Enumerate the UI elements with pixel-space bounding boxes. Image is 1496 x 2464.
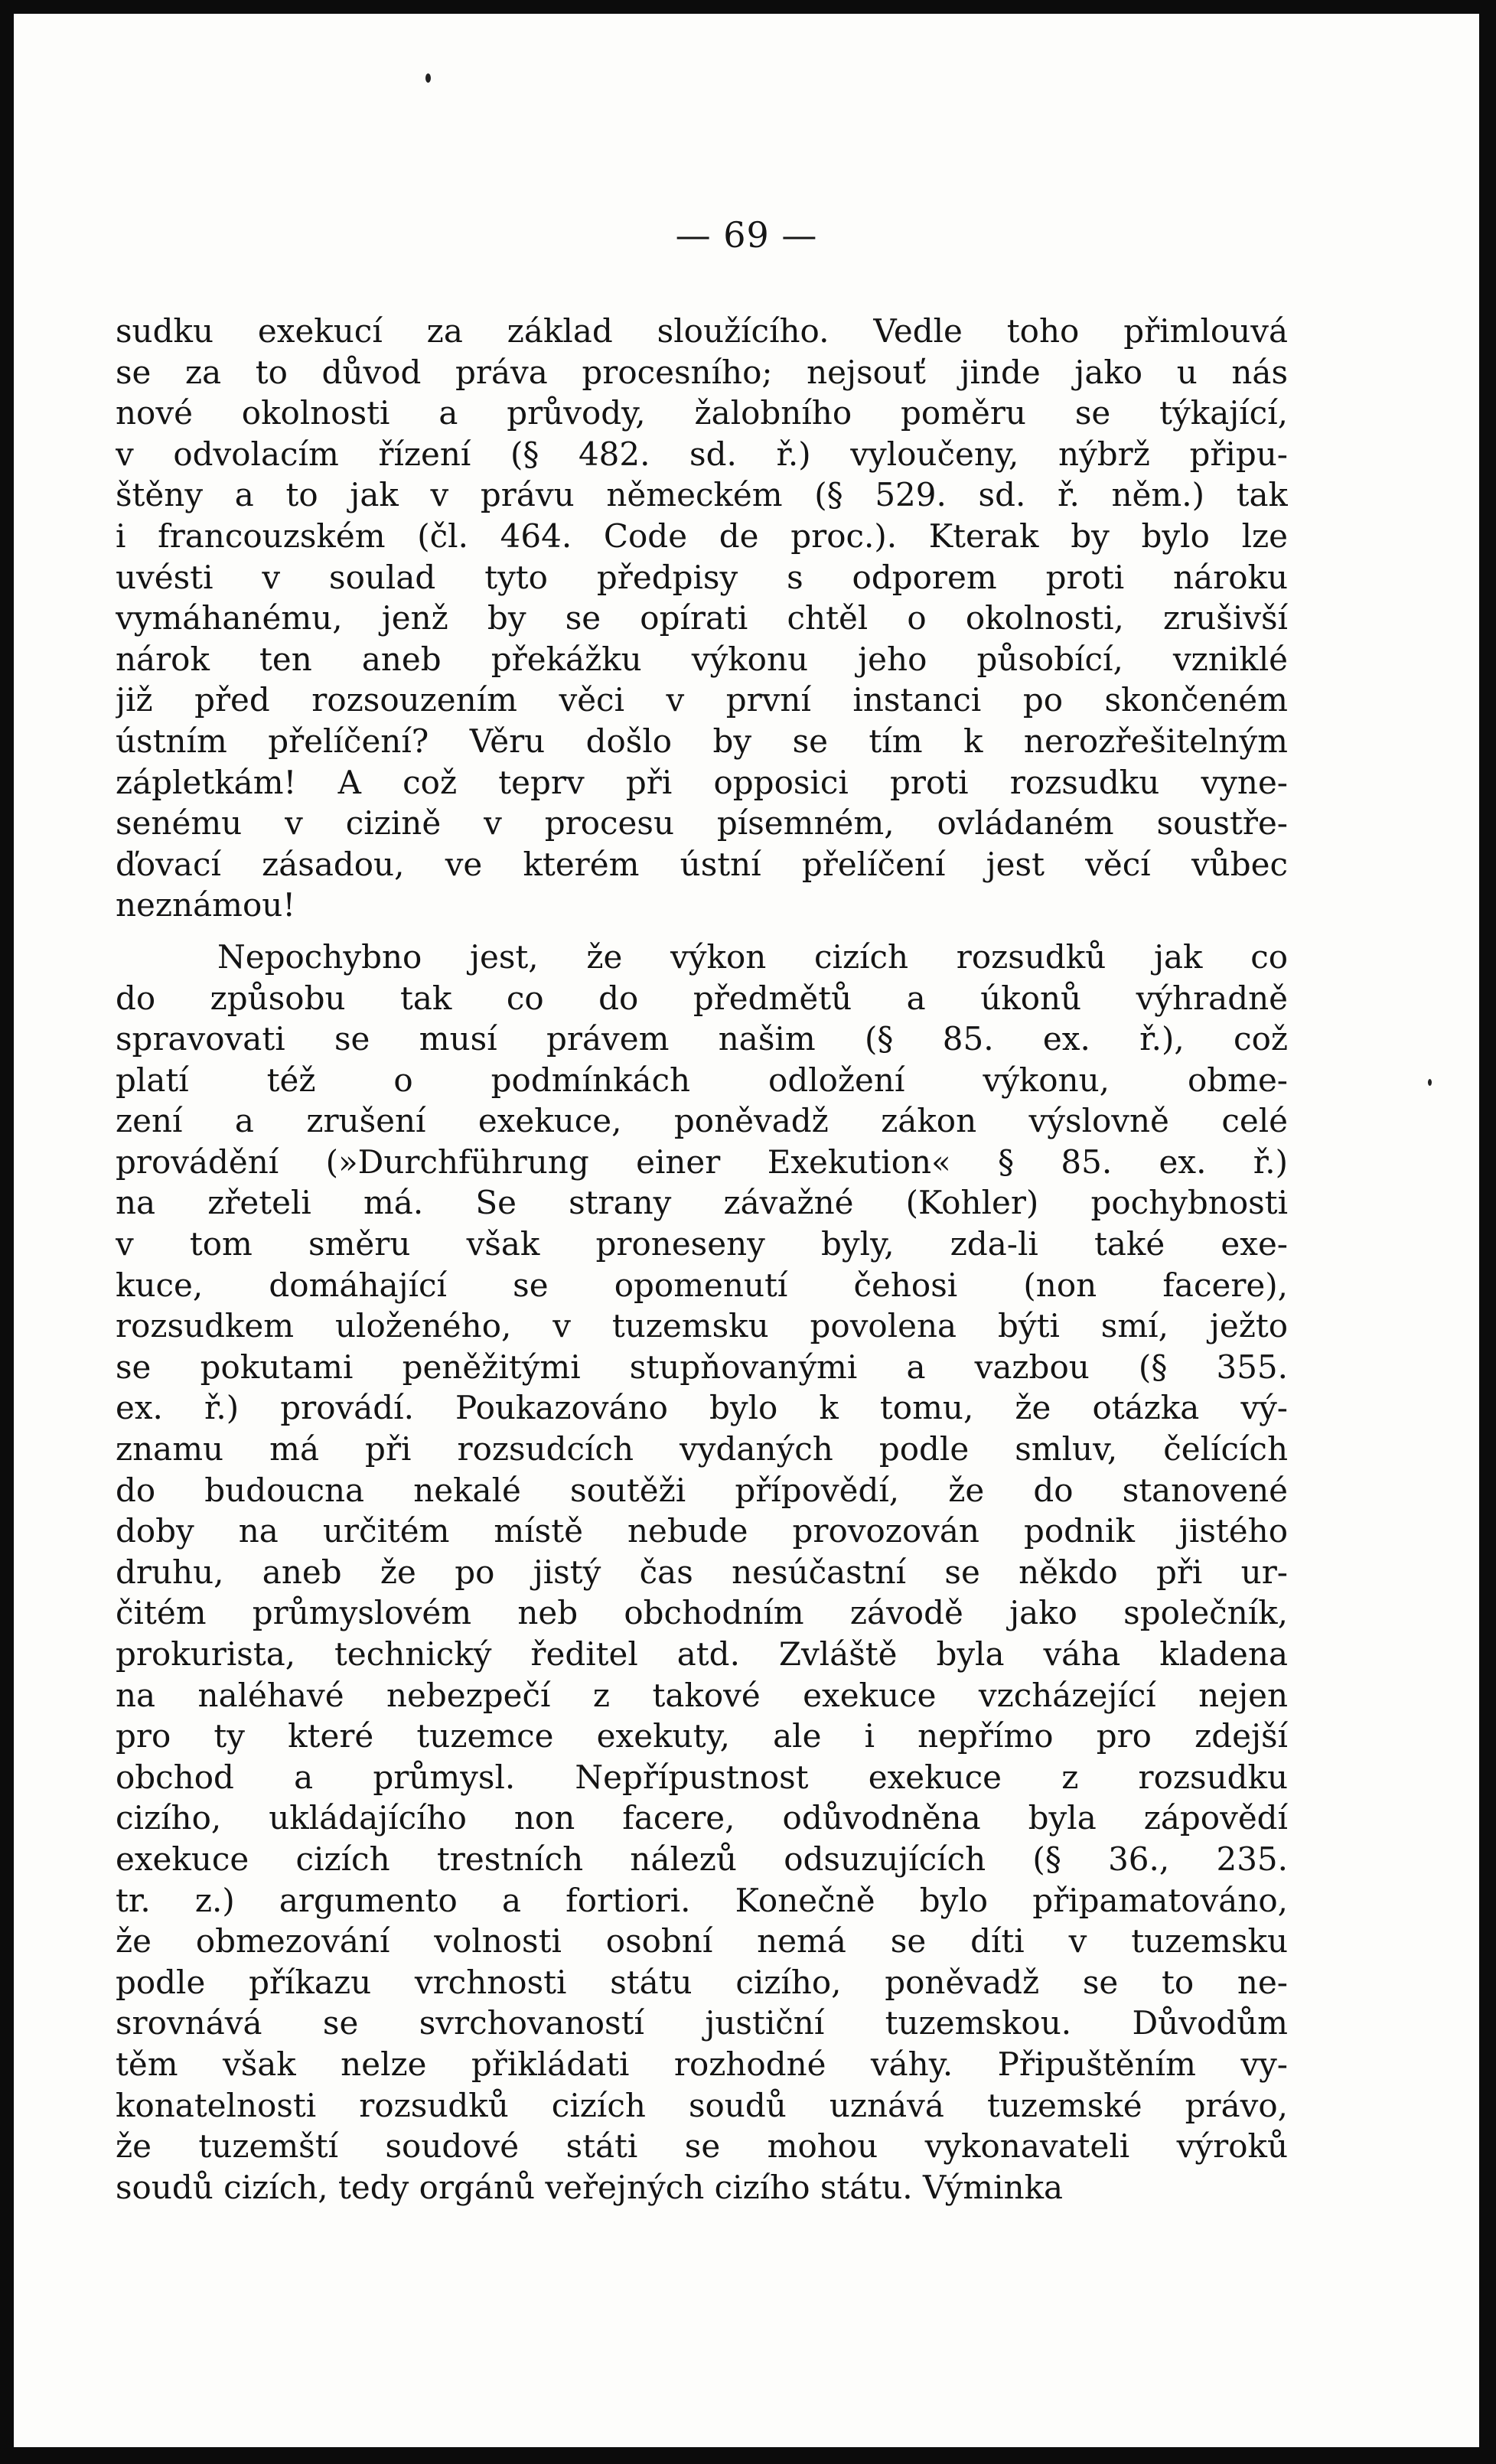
text-line: vymáhanému, jenž by se opírati chtěl o okolnosti, zrušivší bbox=[116, 599, 1288, 637]
text-line: neznámou! bbox=[116, 886, 296, 924]
text-line: ústním přelíčení? Věru došlo by se tím k nerozřešitelným bbox=[116, 722, 1288, 760]
text-line: těm však nelze přikládati rozhodné váhy. Připuštěním vy- bbox=[116, 2045, 1288, 2083]
paragraph bbox=[116, 926, 1288, 2208]
text-line: do budoucna nekalé soutěži přípovědí, že do stanovené bbox=[116, 1471, 1288, 1509]
text-line: v tom směru však proneseny byly, zda-li také exe- bbox=[116, 1225, 1288, 1263]
text-line: na naléhavé nebezpečí z takové exekuce vzcházející nejen bbox=[116, 1676, 1288, 1714]
text-line: se za to důvod práva procesního; nejsouť jinde jako u nás bbox=[116, 353, 1288, 391]
text-line: v odvolacím řízení (§ 482. sd. ř.) vyloučeny, nýbrž připu- bbox=[116, 435, 1288, 473]
text-line: senému v cizině v procesu písemném, ovládaném soustře- bbox=[116, 804, 1288, 843]
text-line: druhu, aneb že po jistý čas nesúčastní se někdo při ur- bbox=[116, 1553, 1288, 1591]
text-line: prokurista, technický ředitel atd. Zvláště byla váha kladena bbox=[116, 1635, 1288, 1673]
scan-speck bbox=[425, 73, 431, 83]
text-line: konatelnosti rozsudků cizích soudů uznává tuzemské právo, bbox=[116, 2086, 1288, 2124]
text-line: kuce, domáhající se opomenutí čehosi (non facere), bbox=[116, 1266, 1288, 1304]
text-line: do způsobu tak co do předmětů a úkonů výhradně bbox=[116, 979, 1288, 1017]
text-line: provádění (»Durchführung einer Exekution« § 85. ex. ř.) bbox=[116, 1142, 1288, 1181]
text-line: cizího, ukládajícího non facere, odůvodněna byla zápovědí bbox=[116, 1799, 1288, 1837]
text-line: platí též o podmínkách odložení výkonu, obme- bbox=[116, 1061, 1288, 1099]
text-line: ďovací zásadou, ve kterém ústní přelíčení jest věcí vůbec bbox=[116, 845, 1288, 883]
text-line: štěny a to jak v právu německém (§ 529. sd. ř. něm.) tak bbox=[116, 476, 1288, 514]
text-line: sudku exekucí za základ sloužícího. Vedle toho přimlouvá bbox=[116, 312, 1288, 350]
paragraph bbox=[116, 311, 1288, 926]
text-line: srovnává se svrchovaností justiční tuzemskou. Důvodům bbox=[116, 2004, 1288, 2042]
text-line: exekuce cizích trestních nálezů odsuzujících (§ 36., 235. bbox=[116, 1840, 1288, 1878]
text-line: se pokutami peněžitými stupňovanými a vazbou (§ 355. bbox=[116, 1348, 1288, 1386]
text-line: znamu má při rozsudcích vydaných podle smluv, čelících bbox=[116, 1430, 1288, 1468]
text-line: doby na určitém místě nebude provozován podnik jistého bbox=[116, 1512, 1288, 1550]
body-text bbox=[116, 311, 1288, 2208]
text-line: i francouzském (čl. 464. Code de proc.). Kterak by bylo lze bbox=[116, 517, 1288, 555]
text-line: nové okolnosti a průvody, žalobního poměru se týkající, bbox=[116, 394, 1288, 432]
text-line: zápletkám! A což teprv při opposici proti rozsudku vyne- bbox=[116, 763, 1288, 801]
text-line: uvésti v soulad tyto předpisy s odporem proti nároku bbox=[116, 558, 1288, 596]
text-line: již před rozsouzením věci v první instanci po skončeném bbox=[116, 681, 1288, 719]
text-line: pro ty které tuzemce exekuty, ale i nepřímo pro zdejší bbox=[116, 1717, 1288, 1755]
text-line: spravovati se musí právem našim (§ 85. ex. ř.), což bbox=[116, 1020, 1288, 1058]
text-line: soudů cizích, tedy orgánů veřejných cizího státu. Výminka bbox=[116, 2168, 1064, 2206]
text-line: že obmezování volnosti osobní nemá se díti v tuzemsku bbox=[116, 1922, 1288, 1960]
text-line: nárok ten aneb překážku výkonu jeho působící, vzniklé bbox=[116, 640, 1288, 678]
text-line: ex. ř.) provádí. Poukazováno bylo k tomu, že otázka vý- bbox=[116, 1389, 1288, 1427]
scan-speck bbox=[1428, 1079, 1432, 1086]
text-line: zení a zrušení exekuce, poněvadž zákon výslovně celé bbox=[116, 1102, 1288, 1140]
text-line: podle příkazu vrchnosti státu cizího, poněvadž se to ne- bbox=[116, 1963, 1288, 2001]
book-page bbox=[14, 14, 1479, 2447]
page-number: — 69 — bbox=[675, 214, 818, 256]
text-line: na zřeteli má. Se strany závažné (Kohler) pochybnosti bbox=[116, 1184, 1288, 1222]
text-line: Nepochybno jest, že výkon cizích rozsudků jak co bbox=[217, 937, 1288, 976]
text-line: čitém průmyslovém neb obchodním závodě jako společník, bbox=[116, 1594, 1288, 1632]
text-line: obchod a průmysl. Nepřípustnost exekuce z rozsudku bbox=[116, 1758, 1288, 1796]
text-line: rozsudkem uloženého, v tuzemsku povolena býti smí, ježto bbox=[116, 1307, 1288, 1345]
text-line: tr. z.) argumento a fortiori. Konečně bylo připamatováno, bbox=[116, 1881, 1288, 1919]
text-line: že tuzemští soudové státi se mohou vykonavateli výroků bbox=[116, 2127, 1288, 2166]
